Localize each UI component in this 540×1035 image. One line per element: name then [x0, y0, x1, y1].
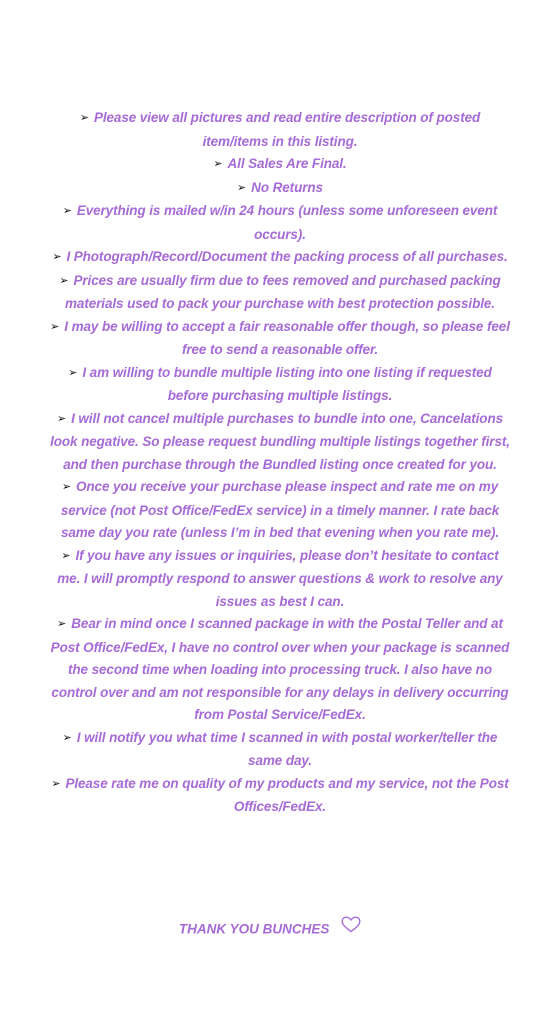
heart-outline-svg [341, 916, 361, 933]
heart-outline-path [342, 917, 360, 931]
policy-item [50, 153, 510, 177]
arrowhead-bullet-icon: ➢ [79, 112, 89, 124]
arrowhead-bullet-icon: ➢ [213, 158, 223, 170]
policy-item-text: Please rate me on quality of my products and my service, not the Post Offices/FedEx. [65, 775, 509, 814]
arrowhead-bullet-icon: ➢ [68, 366, 78, 379]
policy-item [50, 316, 510, 362]
policy-item [50, 773, 510, 819]
policy-item-text: I Photograph/Record/Document the packing process of all purchases. [66, 249, 508, 264]
policy-item [50, 246, 510, 270]
policy-item [50, 362, 510, 408]
arrowhead-bullet-icon: ➢ [61, 481, 71, 493]
policy-item [50, 200, 510, 246]
policy-item-text: Please view all pictures and read entire description of posted item/items in this listing. [93, 110, 481, 149]
policy-item-text: If you have any issues or inquiries, please don’t hesitate to contact me. I will promptly respond to answer questions & work to resolve any issues as best I can. [57, 547, 503, 609]
policy-item [50, 177, 510, 201]
policy-item [50, 727, 510, 773]
arrowhead-bullet-icon: ➢ [50, 320, 60, 333]
policy-item-text: I will not cancel multiple purchases to bundle into one, Cancelations look negative. So please request bundling multiple listings together first, and then purchase through the Bundled listing once created for you. [50, 410, 510, 472]
policy-item-text: No Returns [251, 179, 323, 195]
policy-item-text: Once you receive your purchase please inspect and rate me on my service (not Post Office/FedEx service) in a timely manner. I rate back same day you rate (unless I’m in bed that evening when you rate me). [60, 479, 500, 540]
policy-item-text: I will notify you what time I scanned in with postal worker/teller the same day. [76, 729, 498, 768]
policy-item [50, 107, 510, 153]
policy-item [50, 545, 510, 614]
policy-list [50, 107, 510, 819]
arrowhead-bullet-icon: ➢ [62, 731, 72, 744]
thank-you-line [0, 918, 540, 942]
policy-item-text: I may be willing to accept a fair reasonable offer though, so please feel free to send a reasonable offer. [64, 318, 510, 357]
arrowhead-bullet-icon: ➢ [62, 205, 72, 217]
policy-item-text: Bear in mind once I scanned package in with the Postal Teller and at Post Office/FedEx, I have no control over when your package is scanned the second time when loading into processing truck. I also have no control over and am not responsible for any delays in delivery occurring from Postal Service/FedEx. [50, 616, 510, 722]
arrowhead-bullet-icon: ➢ [237, 181, 247, 194]
thank-you-text: THANK YOU BUNCHES [178, 921, 330, 937]
policy-item-text: I am willing to bundle multiple listing into one listing if requested before purchasing multiple listings. [82, 364, 492, 403]
heart-outline-icon [341, 916, 361, 940]
arrowhead-bullet-icon: ➢ [52, 251, 62, 263]
arrowhead-bullet-icon: ➢ [51, 777, 61, 790]
arrowhead-bullet-icon: ➢ [57, 618, 67, 630]
policy-item [50, 270, 510, 316]
policy-item-text: Everything is mailed w/in 24 hours (unless some unforeseen event occurs). [76, 203, 498, 242]
arrowhead-bullet-icon: ➢ [56, 412, 67, 425]
policy-item [50, 476, 510, 545]
policy-item [50, 408, 510, 477]
policy-item [50, 613, 510, 727]
arrowhead-bullet-icon: ➢ [61, 549, 71, 562]
arrowhead-bullet-icon: ➢ [59, 274, 69, 287]
policy-item-text: All Sales Are Final. [227, 156, 347, 171]
policy-item-text: Prices are usually firm due to fees removed and purchased packing materials used to pack your purchase with best protection possible. [65, 272, 501, 311]
